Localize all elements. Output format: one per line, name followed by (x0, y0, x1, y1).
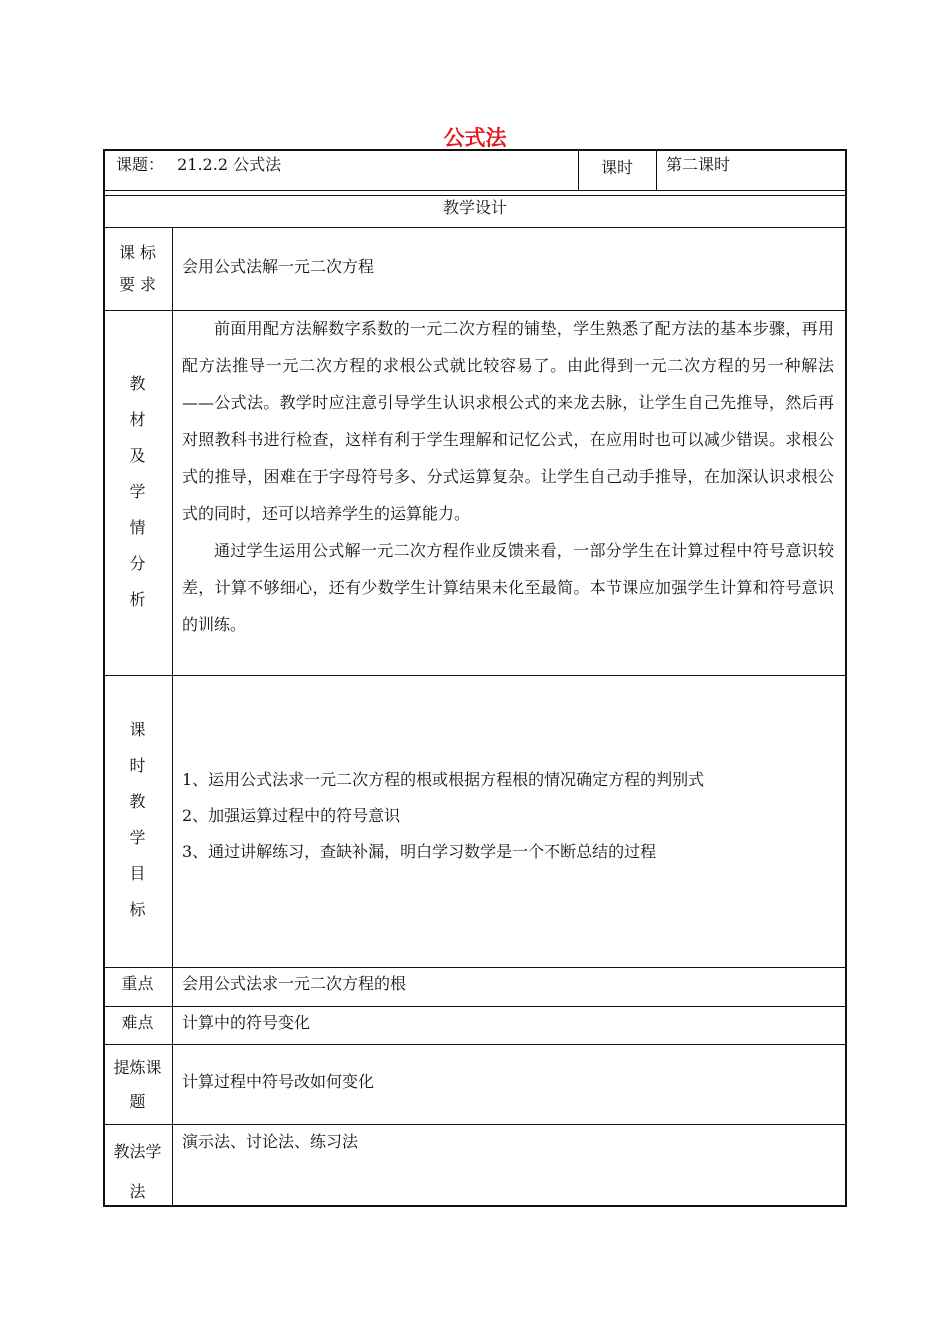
section-title: 教学设计 (442, 198, 507, 217)
key-point-content: 会用公式法求一元二次方程的根 (182, 974, 407, 993)
col-divider (656, 149, 657, 191)
key-point-label: 重点 (121, 974, 154, 993)
document-title: 公式法 (443, 126, 507, 150)
analysis-label-char: 教 (129, 374, 146, 393)
analysis-label-char: 情 (129, 518, 146, 537)
period-label: 课时 (600, 158, 633, 177)
row-divider (103, 190, 847, 191)
topic-value: 21.2.2 公式法 (177, 155, 282, 174)
topic-label: 课题： (116, 155, 165, 174)
goals-label-char: 标 (129, 900, 146, 919)
analysis-label-char: 析 (129, 590, 146, 609)
period-value: 第二课时 (666, 155, 731, 174)
goals-label-char: 学 (129, 828, 146, 847)
goals-label-char: 课 (129, 720, 146, 739)
analysis-label (103, 366, 172, 618)
goals-label-char: 时 (129, 756, 146, 775)
analysis-content (182, 310, 834, 643)
row-divider (103, 675, 847, 676)
row-divider (103, 1044, 847, 1045)
analysis-label-char: 学 (129, 482, 146, 501)
analysis-label-char: 及 (129, 446, 146, 465)
goals-label (103, 712, 172, 928)
refine-label-line2: 题 (129, 1092, 146, 1111)
methods-label (103, 1132, 172, 1212)
row-divider (103, 1006, 847, 1007)
difficulty-content: 计算中的符号变化 (182, 1013, 311, 1032)
difficulty-label: 难点 (121, 1013, 154, 1032)
standard-label (103, 237, 172, 301)
analysis-paragraph-1: 前面用配方法解数字系数的一元二次方程的铺垫，学生熟悉了配方法的基本步骤，再用配方法推导一元二次方程的求根公式就比较容易了。由此得到一元二次方程的另一种解法——公式法。教学时应注意引导学生认识求根公式的来龙去脉，让学生自己先推导，然后再对照教科书进行检查，这样有利于学生理解和记忆公式，在应用时也可以减少错误。求根公式的推导，困难在于字母符号多、分式运算复杂。让学生自己动手推导，在加深认识求根公式的同时，还可以培养学生的运算能力。 (182, 319, 834, 523)
row-divider (103, 1124, 847, 1125)
topic-cell (116, 155, 576, 175)
refine-label-line1: 提炼课 (113, 1058, 162, 1077)
analysis-paragraph-2: 通过学生运用公式解一元二次方程作业反馈来看，一部分学生在计算过程中符号意识较差，计算不够细心，还有少数学生计算结果未化至最简。本节课应加强学生计算和符号意识的训练。 (182, 541, 834, 634)
goal-item: 1、运用公式法求一元二次方程的根或根据方程根的情况确定方程的判别式 (182, 770, 705, 789)
refine-label (103, 1051, 172, 1119)
refine-content: 计算过程中符号改如何变化 (182, 1072, 375, 1091)
goals-label-char: 教 (129, 792, 146, 811)
goal-item: 3、通过讲解练习，查缺补漏，明白学习数学是一个不断总结的过程 (182, 842, 657, 861)
col-divider (172, 227, 173, 1207)
standard-label-line2: 要 求 (118, 275, 157, 294)
goals-label-char: 目 (129, 864, 146, 883)
standard-label-line1: 课 标 (118, 243, 157, 262)
row-divider (103, 195, 847, 196)
goal-item: 2、加强运算过程中的符号意识 (182, 806, 401, 825)
row-divider (103, 967, 847, 968)
analysis-label-char: 材 (129, 410, 146, 429)
methods-label-line2: 法 (129, 1182, 146, 1201)
analysis-label-char: 分 (129, 554, 146, 573)
methods-content: 演示法、讨论法、练习法 (182, 1132, 359, 1151)
standard-content: 会用公式法解一元二次方程 (182, 257, 375, 276)
methods-label-line1: 教法学 (113, 1142, 162, 1161)
lesson-plan-table (103, 149, 847, 1207)
goals-list (182, 762, 834, 870)
row-divider (103, 227, 847, 228)
